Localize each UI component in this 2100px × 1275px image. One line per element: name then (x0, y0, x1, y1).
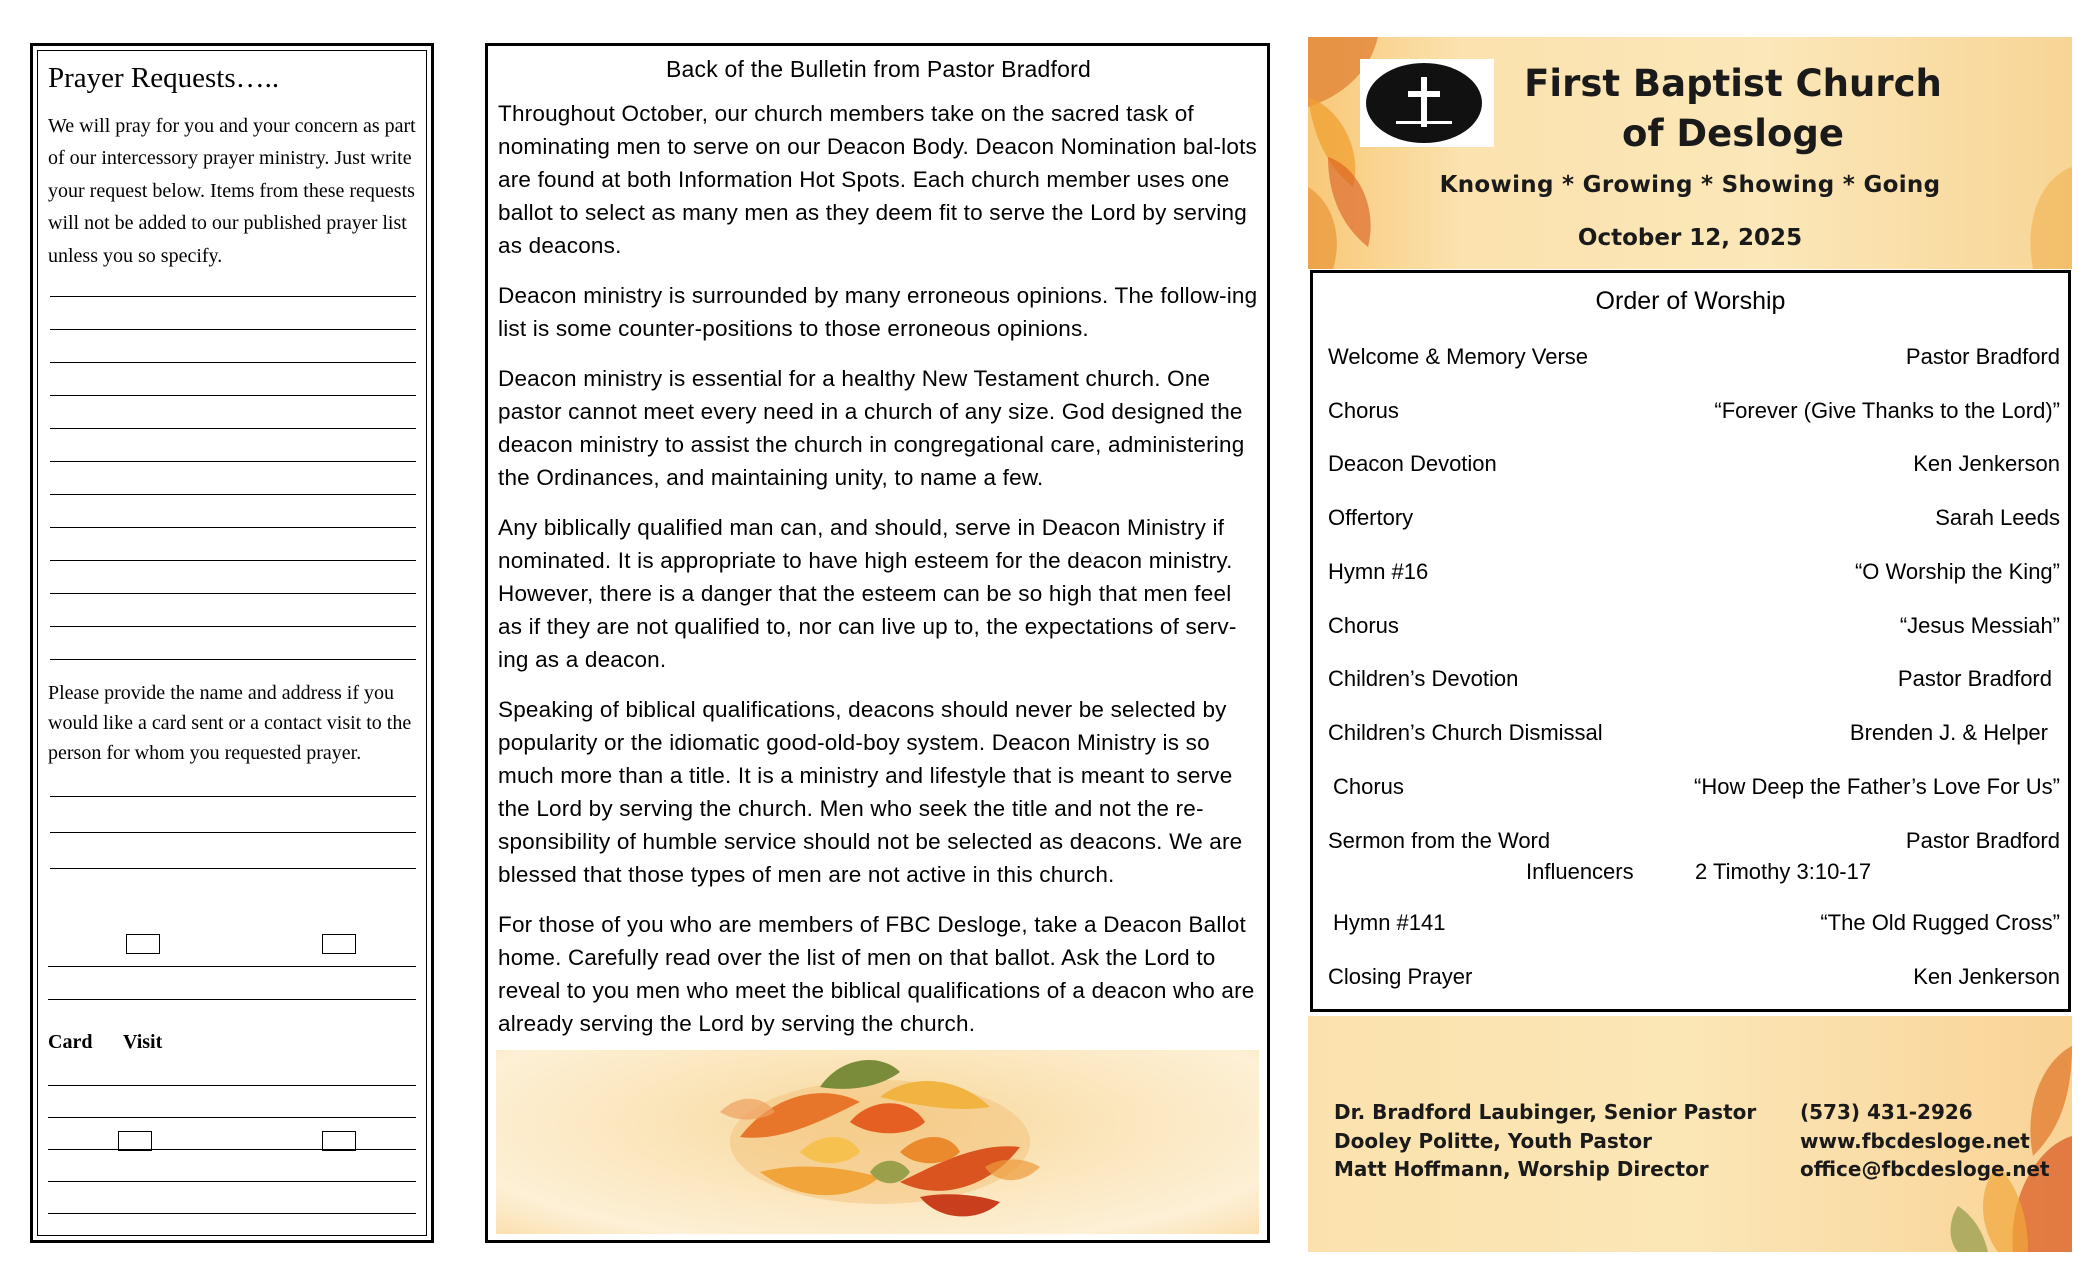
order-item: Chorus (1328, 398, 1399, 423)
request-writing-lines[interactable] (48, 296, 418, 660)
name-address-lines[interactable] (48, 796, 418, 869)
order-item: Sermon from the Word (1328, 828, 1551, 853)
card-label: Card (48, 1031, 93, 1053)
prayer-title: Prayer Requests….. (48, 62, 280, 94)
order-item: Chorus (1333, 774, 1404, 799)
order-item: Chorus (1328, 613, 1399, 638)
back-paragraph-1: Throughout October, our church members take on the sacred task of nominating men to serve on our Deacon Body. Deacon Nomination bal-lots are found at both Information Hot Spots. Each church member uses one ballot to select as many men as they deem fit to serve the Lord by serving as deacons. (498, 101, 1257, 258)
order-item: Deacon Devotion (1328, 451, 1497, 476)
writing-line[interactable] (48, 1181, 416, 1182)
back-paragraph-5: Speaking of biblical qualifications, deacons should never be selected by popularity or the idiomatic good-old-boy system. Deacon Ministry is so much more than a title. It is a ministry and lifestyle that is meant to serve the Lord by serving the church. Men who seek the title and not the re-sponsibility of humble service should not be selected as deacons. We are blessed that those types of men are not active in this church. (498, 697, 1243, 887)
order-detail: Ken Jenkerson (1913, 964, 2060, 989)
sermon-reference: 2 Timothy 3:10-17 (1695, 859, 1872, 884)
cover-footer (1308, 1016, 2072, 1252)
order-detail: Ken Jenkerson (1913, 451, 2060, 476)
church-name-line2: of Desloge (1622, 112, 1844, 155)
contact-note: Please provide the name and address if you would like a card sent or a contact visit to the person for whom you requested prayer. (48, 682, 412, 765)
church-logo (1360, 59, 1494, 147)
cover-header (1308, 37, 2072, 269)
back-paragraph-2: Deacon ministry is surrounded by many erroneous opinions. The follow-ing list is some counter-positions to those erroneous opinions. (498, 283, 1258, 341)
card-checkbox-2[interactable] (118, 1131, 152, 1151)
back-of-bulletin (485, 43, 1270, 1243)
writing-line[interactable] (48, 1117, 416, 1118)
prayer-request-card (30, 43, 434, 1243)
order-detail: “The Old Rugged Cross” (1820, 910, 2060, 935)
order-detail: Brenden J. & Helper (1849, 720, 2048, 745)
order-item: Hymn #16 (1328, 559, 1429, 584)
church-name-line1: First Baptist Church (1524, 62, 1942, 105)
autumn-leaves-illustration (496, 1050, 1259, 1234)
prayer-request-inner-border (37, 50, 427, 1236)
order-item: Children’s Devotion (1328, 666, 1519, 691)
back-paragraph-4: Any biblically qualified man can, and should, serve in Deacon Ministry if nominated. It is appropriate to have high esteem for the deacon ministry. However, there is a danger that the esteem can be so high that men feel as if they are not qualified to, nor can live up to, the expectations of serv-ing as a deacon. (498, 515, 1237, 672)
order-detail: Pastor Bradford (1905, 828, 2060, 853)
order-detail: “Forever (Give Thanks to the Lord)” (1714, 398, 2060, 423)
writing-line[interactable] (48, 1149, 416, 1150)
back-paragraph-6: For those of you who are members of FBC Desloge, take a Deacon Ballot home. Carefully read over the list of men on that ballot. Ask the Lord to reveal to you men who meet the biblical qualifications of a deacon who are already serving the Lord by serving the church. (498, 912, 1255, 1036)
church-motto: Knowing * Growing * Showing * Going (1439, 172, 1941, 198)
visit-checkbox-2[interactable] (322, 1131, 356, 1151)
writing-line[interactable] (48, 966, 416, 967)
order-item: Hymn #141 (1333, 910, 1446, 935)
visit-checkbox-1[interactable] (322, 934, 356, 954)
church-name (1508, 59, 1958, 159)
order-detail: Pastor Bradford (1905, 344, 2060, 369)
writing-line[interactable] (48, 1213, 416, 1214)
order-of-worship (1310, 270, 2071, 1012)
order-title: Order of Worship (1595, 287, 1786, 315)
autumn-leaves-image (496, 1050, 1259, 1234)
church-email[interactable]: office@fbcdesloge.net (1800, 1157, 2050, 1181)
sermon-title: Influencers (1526, 859, 1634, 884)
order-item: Children’s Church Dismissal (1328, 720, 1603, 745)
back-title: Back of the Bulletin from Pastor Bradford (666, 56, 1091, 82)
order-detail: “O Worship the King” (1854, 559, 2060, 584)
order-detail: “How Deep the Father’s Love For Us” (1694, 774, 2060, 799)
staff-youth-pastor: Dooley Politte, Youth Pastor (1334, 1129, 1652, 1153)
order-item: Offertory (1328, 505, 1414, 530)
writing-line[interactable] (48, 1085, 416, 1086)
prayer-intro: We will pray for you and your concern as part of our intercessory prayer ministry. Just write your request below. Items from these requests will not be added to our published prayer list unless you so specify. (48, 114, 416, 267)
visit-label: Visit (123, 1031, 163, 1053)
staff-worship-director: Matt Hoffmann, Worship Director (1334, 1157, 1709, 1181)
bulletin-front (1308, 37, 2072, 1252)
order-detail: “Jesus Messiah” (1899, 613, 2060, 638)
staff-senior-pastor: Dr. Bradford Laubinger, Senior Pastor (1334, 1100, 1757, 1124)
bulletin-date: October 12, 2025 (1577, 225, 1803, 251)
order-detail: Pastor Bradford (1897, 666, 2052, 691)
order-detail: Sarah Leeds (1935, 505, 2060, 530)
card-checkbox-1[interactable] (126, 934, 160, 954)
writing-line[interactable] (48, 999, 416, 1000)
church-website[interactable]: www.fbcdesloge.net (1800, 1129, 2030, 1153)
back-paragraph-3: Deacon ministry is essential for a healthy New Testament church. One pastor cannot meet every need in a church of any size. God designed the deacon ministry to assist the church in congregational care, administering the Ordinances, and maintaining unity, to name a few. (498, 366, 1245, 490)
order-item: Welcome & Memory Verse (1328, 344, 1589, 369)
church-phone: (573) 431-2926 (1800, 1100, 1973, 1124)
cross-icon (1366, 63, 1482, 143)
order-item: Closing Prayer (1328, 964, 1473, 989)
